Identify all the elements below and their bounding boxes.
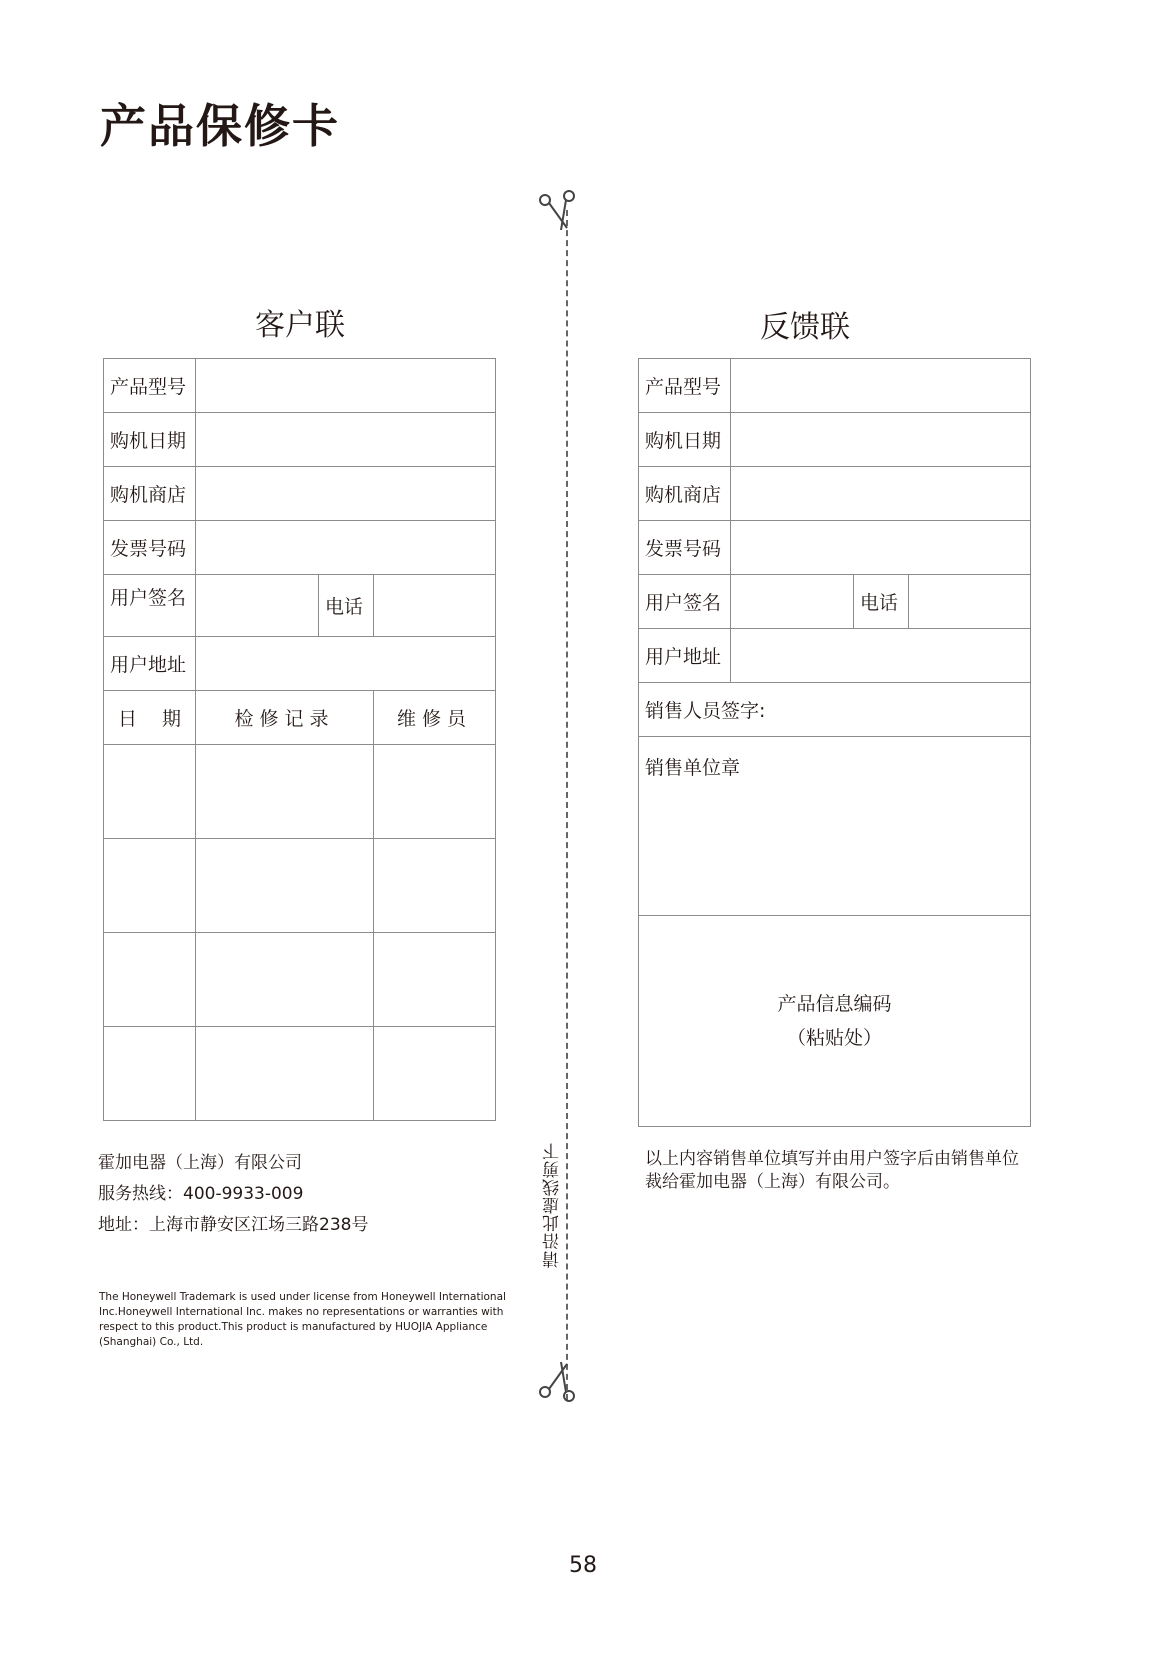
product-code-label: 产品信息编码 [777, 993, 892, 1015]
technician-cell[interactable] [374, 1027, 496, 1121]
fb-address-label: 用户地址 [639, 629, 731, 683]
feedback-card-title: 反馈联 [760, 310, 850, 345]
fb-model-field[interactable] [731, 359, 1031, 413]
fb-phone-field[interactable] [909, 575, 1031, 629]
trademark-notice: The Honeywell Trademark is used under license from Honeywell International Inc.Honeywell International Inc. makes no representations or warranties with respect to this product.This product is manufactured by HUOJIA Appliance (Shanghai) Co., Ltd. [99, 1291, 506, 1348]
fb-signature-label: 用户签名 [639, 575, 731, 629]
fb-purchase-date-field[interactable] [731, 413, 1031, 467]
company-info [98, 1148, 368, 1241]
model-field[interactable] [196, 359, 496, 413]
fb-model-label: 产品型号 [639, 359, 731, 413]
repair-date-cell[interactable] [104, 839, 196, 933]
technician-header: 维修员 [374, 691, 496, 745]
model-label: 产品型号 [104, 359, 196, 413]
customer-card-table [103, 358, 496, 1121]
address-field[interactable] [196, 637, 496, 691]
feedback-note: 以上内容销售单位填写并由用户签字后由销售单位裁给霍加电器（上海）有限公司。 [645, 1149, 1019, 1192]
repair-record-cell[interactable] [196, 745, 374, 839]
company-name: 霍加电器（上海）有限公司 [98, 1153, 302, 1173]
invoice-field[interactable] [196, 521, 496, 575]
phone-label: 电话 [319, 575, 374, 637]
fb-store-label: 购机商店 [639, 467, 731, 521]
repair-row [104, 933, 496, 1027]
repair-record-cell[interactable] [196, 1027, 374, 1121]
repair-date-header: 日 期 [104, 691, 196, 745]
repair-date-cell[interactable] [104, 933, 196, 1027]
fb-invoice-label: 发票号码 [639, 521, 731, 575]
fb-store-field[interactable] [731, 467, 1031, 521]
store-label: 购机商店 [104, 467, 196, 521]
technician-cell[interactable] [374, 839, 496, 933]
signature-field[interactable] [196, 575, 319, 637]
company-address: 地址：上海市静安区江场三路238号 [98, 1215, 369, 1235]
repair-date-cell[interactable] [104, 1027, 196, 1121]
phone-field[interactable] [374, 575, 496, 637]
address-label: 用户地址 [104, 637, 196, 691]
store-field[interactable] [196, 467, 496, 521]
technician-cell[interactable] [374, 933, 496, 1027]
sales-stamp-field[interactable]: 销售单位章 [639, 737, 1031, 916]
fb-phone-label: 电话 [854, 575, 909, 629]
repair-record-cell[interactable] [196, 933, 374, 1027]
customer-card-title: 客户联 [255, 308, 345, 343]
page-title: 产品保修卡 [100, 99, 340, 153]
product-code-sticker-area[interactable] [639, 916, 1031, 1127]
scissors-icon [537, 188, 577, 234]
feedback-card-table [638, 358, 1031, 1127]
sales-signature-field[interactable]: 销售人员签字: [639, 683, 1031, 737]
fb-invoice-field[interactable] [731, 521, 1031, 575]
invoice-label: 发票号码 [104, 521, 196, 575]
paste-here-label: （粘贴处） [787, 1027, 883, 1049]
scissors-icon [537, 1358, 577, 1404]
purchase-date-field[interactable] [196, 413, 496, 467]
purchase-date-label: 购机日期 [104, 413, 196, 467]
repair-row [104, 1027, 496, 1121]
repair-date-cell[interactable] [104, 745, 196, 839]
repair-record-cell[interactable] [196, 839, 374, 933]
repair-row [104, 839, 496, 933]
service-hotline: 服务热线：400-9933-009 [98, 1184, 304, 1204]
repair-record-header: 检修记录 [196, 691, 374, 745]
repair-row [104, 745, 496, 839]
fb-signature-field[interactable] [731, 575, 854, 629]
fb-address-field[interactable] [731, 629, 1031, 683]
technician-cell[interactable] [374, 745, 496, 839]
cut-dashed-line [566, 210, 568, 1400]
fb-purchase-date-label: 购机日期 [639, 413, 731, 467]
cut-instruction: 请沿此虚线剪下 [543, 1142, 563, 1268]
page-number: 58 [569, 1553, 597, 1578]
signature-label: 用户签名 [104, 575, 196, 637]
